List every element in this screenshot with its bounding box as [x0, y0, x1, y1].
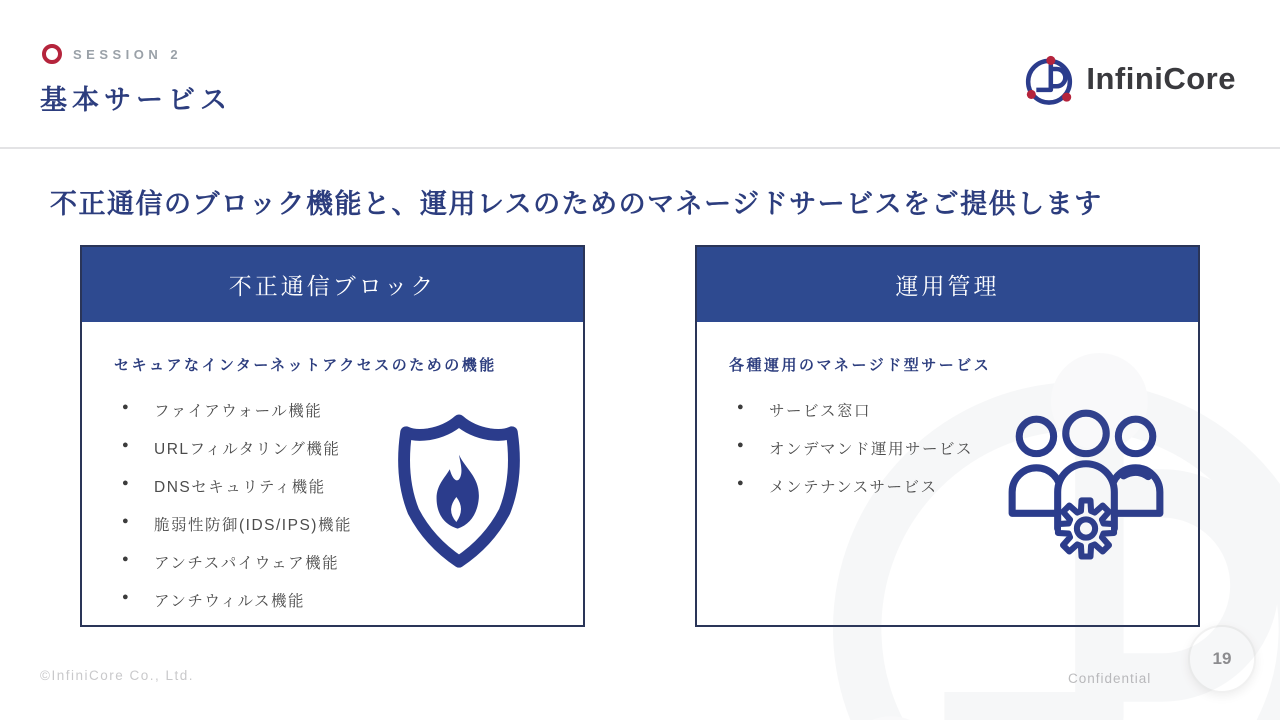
- session-label: SESSION 2: [73, 46, 183, 62]
- infinicore-logo-icon: [1020, 50, 1078, 108]
- card-operation-title: 運用管理: [895, 273, 1000, 299]
- list-item: ● アンチウィルス機能: [122, 589, 583, 608]
- page-title: 基本サービス: [40, 85, 232, 115]
- page-number: 19: [1212, 649, 1232, 668]
- footer-copyright: ©InfiniCore Co., Ltd.: [40, 668, 195, 683]
- list-item: ● ファイアウォール機能: [122, 399, 583, 418]
- card-block-subtitle: セキュアなインターネットアクセスのための機能: [114, 357, 497, 374]
- list-item: ● DNSセキュリティ機能: [122, 475, 583, 494]
- list-item: ● メンテナンスサービス: [737, 475, 1198, 494]
- list-item: ● URLフィルタリング機能: [122, 437, 583, 456]
- card-block-title: 不正通信ブロック: [228, 273, 437, 299]
- infinicore-logo: [1020, 50, 1236, 108]
- card-operation-management: [695, 245, 1200, 627]
- card-block-header: [82, 247, 583, 322]
- shield-flame-icon: [393, 410, 525, 576]
- header-divider: [0, 147, 1280, 149]
- page-number-badge: [1188, 625, 1256, 693]
- card-block-function: [80, 245, 585, 627]
- list-item: ● サービス窓口: [737, 399, 1198, 418]
- list-item: ● 脆弱性防御(IDS/IPS)機能: [122, 513, 583, 532]
- card-block-body: [82, 322, 583, 627]
- team-gear-icon: [1000, 408, 1172, 564]
- slide-heading: 不正通信のブロック機能と、運用レスのためのマネージドサービスをご提供します: [50, 189, 1103, 219]
- card-operation-subtitle: 各種運用のマネージド型サービス: [729, 357, 992, 374]
- logo-text: InfiniCore: [1086, 61, 1236, 96]
- session-row: [42, 44, 182, 64]
- card-operation-body: [697, 322, 1198, 627]
- list-item: ● オンデマンド運用サービス: [737, 437, 1198, 456]
- card-operation-header: [697, 247, 1198, 322]
- list-item: ● アンチスパイウェア機能: [122, 551, 583, 570]
- session-ring-icon: [42, 44, 62, 64]
- footer-confidential: Confidential: [1068, 671, 1152, 686]
